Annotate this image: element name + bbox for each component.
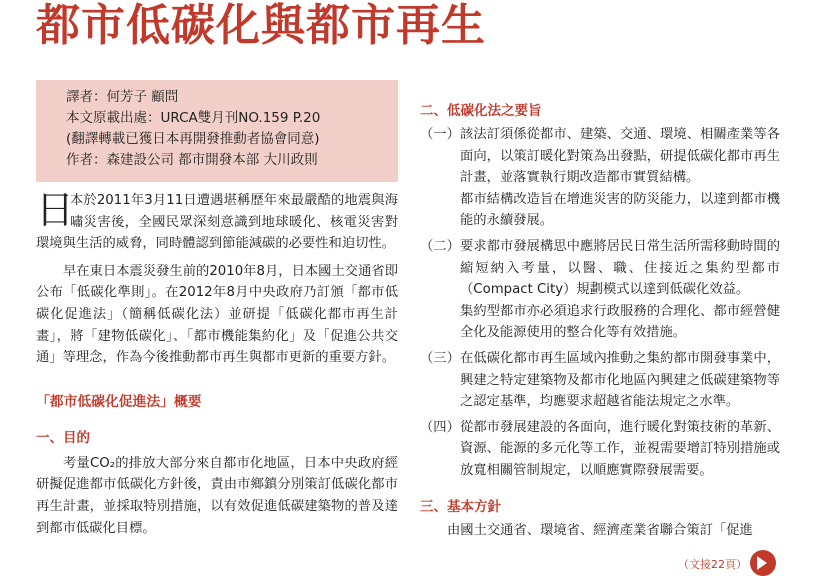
item-number: （一） bbox=[420, 127, 460, 142]
item-paragraph: 從都市發展建設的各面向，進行暖化對策技術的革新、資源、能源的多元化等工作，並視需要增訂特別措施或放寬相關管制規定，以順應實際發展需要。 bbox=[460, 419, 780, 478]
right-column bbox=[420, 100, 780, 541]
item-paragraph: 在低碳化都市再生區域內推動之集約都市開發事業中，興建之特定建築物及都市化地區內興建之低碳建築物等之認定基準，均應要求超越省能法規定之水準。 bbox=[460, 350, 780, 410]
article-info-box bbox=[36, 80, 398, 182]
left-column bbox=[36, 190, 398, 539]
section-1-heading: 一、目的 bbox=[36, 429, 90, 446]
item-paragraph: 集約型都市亦必須追求行政服務的合理化、都市經營健全化及能源使用的整合化等有效措施。 bbox=[460, 303, 780, 341]
list-item bbox=[420, 124, 780, 232]
intro-text-1: 本於2011年3月11日遭遇堪稱歷年來最嚴酷的地震與海嘯災害後，全國民眾深刻意識到地球暖化、核電災害對環境與生活的威脅，同時體認到節能減碳的必要性和迫切性。 bbox=[36, 193, 398, 252]
list-item bbox=[420, 236, 780, 344]
author-line: 作者：森建設公司 都市開發本部 大川政則 bbox=[66, 152, 318, 168]
permission-line: (翻譯轉載已獲日本再開發推動者協會同意) bbox=[66, 131, 320, 147]
translator-line: 譯者：何芳子 顧問 bbox=[66, 89, 179, 105]
item-number: （二） bbox=[420, 238, 460, 254]
item-number: （四） bbox=[420, 419, 460, 435]
intro-paragraph-2: 早在東日本震災發生前的2010年8月，日本國土交通省即公布「低碳化準則」。在2012年8月中央政府乃訂頒「都市低碳化促進法」（簡稱低碳化法）並研提「低碳化都市再生計畫」，將「建物低碳化」、「都市機能集約化」及「促進公共交通」等理念，作為今後推動都市再生與都市更新的重要方針。 bbox=[36, 263, 398, 366]
section-2-heading: 二、低碳化法之要旨 bbox=[420, 103, 542, 119]
section-3-heading: 三、基本方針 bbox=[420, 498, 501, 515]
section-3-body: 由國土交通省、環境省、經濟產業省聯合策訂「促進 bbox=[447, 522, 753, 538]
item-paragraph: 都市結構改造旨在增進災害的防災能力，以達到都市機能的永續發展。 bbox=[460, 191, 780, 229]
list-item bbox=[420, 417, 780, 482]
drop-cap: 日 bbox=[36, 188, 75, 232]
continued-note: （文接22頁） bbox=[678, 558, 747, 571]
item-paragraph: 該法訂須係從都市、建築、交通、環境、相關產業等各面向，以策訂暖化對策為出發點，研提低碳化都市再生計畫，並落實執行期改造都市實質結構。 bbox=[460, 127, 780, 186]
item-number: （三） bbox=[420, 350, 460, 366]
intro-paragraph-1 bbox=[36, 190, 398, 255]
source-line: 本文原載出處：URCA雙月刊NO.159 P.20 bbox=[66, 110, 321, 126]
arrow-right-circle-icon[interactable] bbox=[750, 550, 776, 576]
section-1-body: 考量CO₂的排放大部分來自都市化地區，日本中央政府經研擬促進都市低碳化方針後，責由市鄉鎮分別策訂低碳化都市再生計畫，並採取特別措施，以有效促進低碳建築物的普及達到都市低碳化目標。 bbox=[36, 455, 398, 536]
page-title: 都市低碳化與都市再生 bbox=[36, 0, 486, 51]
item-paragraph: 要求都市發展構思中應將居民日常生活所需移動時間的縮短納入考量，以醫、職、住接近之集約型都市（Compact City）規劃模式以達到低碳化效益。 bbox=[460, 238, 780, 298]
list-item bbox=[420, 348, 780, 413]
overview-heading: 「都市低碳化促進法」概要 bbox=[36, 393, 202, 410]
